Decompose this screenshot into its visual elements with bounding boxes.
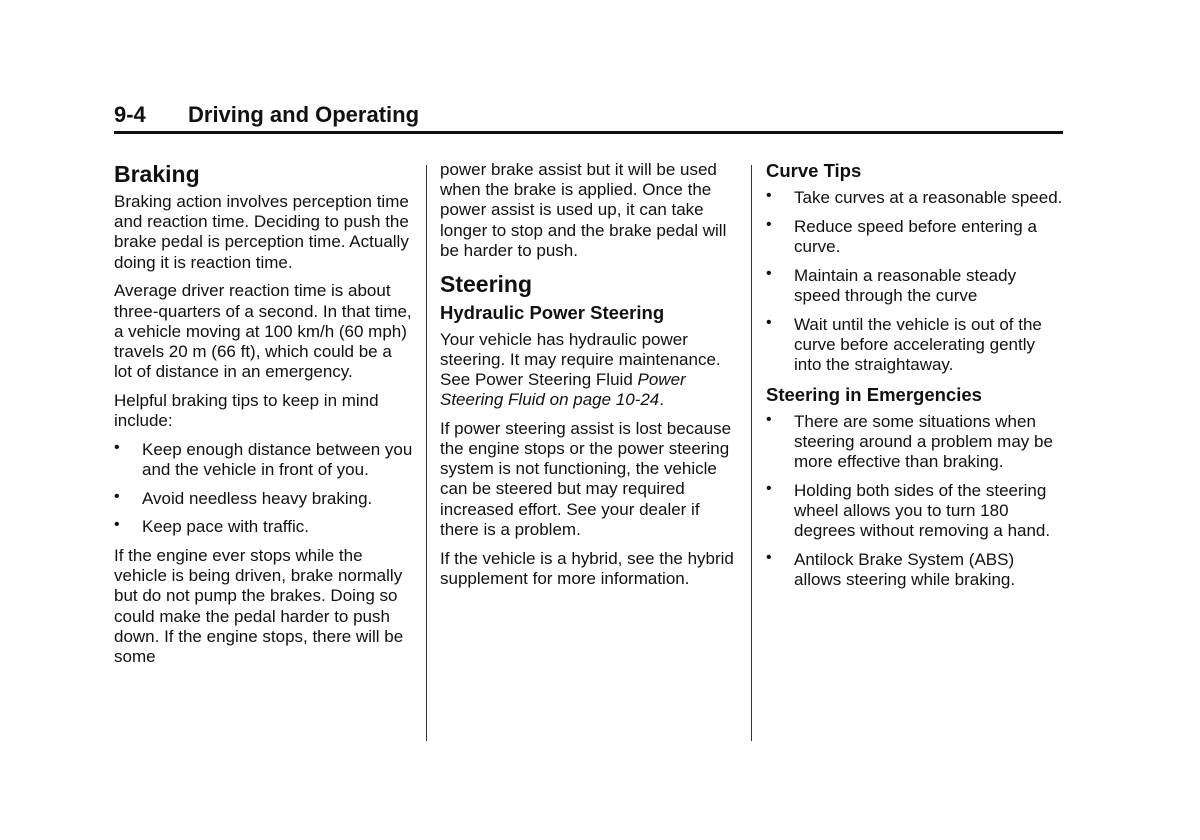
- page-header: [114, 101, 1063, 134]
- braking-paragraph-3: Helpful braking tips to keep in mind include:: [114, 390, 379, 431]
- bullet-icon: •: [766, 479, 772, 497]
- bullet-icon: •: [766, 187, 772, 204]
- bullet-icon: •: [766, 548, 772, 566]
- steering-paragraph-1-end: .: [659, 390, 664, 410]
- braking-heading: Braking: [114, 161, 200, 187]
- bullet-icon: •: [114, 438, 120, 456]
- list-item-text: Reduce speed before entering a curve.: [794, 216, 1037, 256]
- braking-paragraph-4: If the engine ever stops while the vehicle is being driven, brake normally but do not pump the brakes. Doing so could make the pedal harder to push down. If the engine stops, there will be some: [114, 546, 404, 667]
- list-item-text: Maintain a reasonable steady speed through the curve: [794, 265, 1017, 305]
- list-item-text: Wait until the vehicle is out of the curve before accelerating gently into the straightaway.: [794, 314, 1042, 374]
- section-title: Driving and Operating: [188, 102, 420, 127]
- braking-tips-list: [114, 440, 414, 538]
- list-item-text: Take curves at a reasonable speed.: [794, 188, 1063, 207]
- bullet-icon: •: [114, 516, 120, 534]
- steering-heading: Steering: [440, 270, 533, 297]
- steering-paragraph-1-text: Your vehicle has hydraulic power steering. It may require maintenance. See Power Steering Fluid: [440, 329, 721, 389]
- bullet-icon: •: [114, 487, 120, 505]
- bullet-icon: •: [766, 410, 772, 428]
- column-1: [114, 160, 414, 676]
- list-item: [766, 412, 1066, 473]
- list-item: [114, 517, 414, 537]
- list-item: [114, 440, 414, 480]
- column-divider: [426, 165, 427, 741]
- list-item-text: There are some situations when steering around a problem may be more effective than braking.: [794, 411, 1053, 472]
- list-item: [766, 481, 1066, 542]
- column-2: [440, 160, 740, 597]
- braking-paragraph-4-continued: power brake assist but it will be used when the brake is applied. Once the power assist is used up, it can take longer to stop and the brake pedal will be harder to push.: [440, 160, 727, 260]
- steering-paragraph-3: If the vehicle is a hybrid, see the hybrid supplement for more information.: [440, 548, 734, 588]
- braking-paragraph-2: Average driver reaction time is about three-quarters of a second. In that time, a vehicle moving at 100 km/h (60 mph) travels 20 m (66 ft), which could be a lot of distance in an emergency.: [114, 281, 412, 382]
- list-item: [766, 550, 1066, 590]
- column-divider: [751, 165, 752, 741]
- bullet-icon: •: [766, 215, 772, 233]
- column-3: [766, 160, 1066, 599]
- page-number: 9-4: [114, 102, 146, 127]
- hydraulic-power-steering-heading: Hydraulic Power Steering: [440, 301, 665, 323]
- list-item: [766, 188, 1066, 208]
- list-item: [766, 217, 1066, 257]
- list-item-text: Avoid needless heavy braking.: [142, 488, 373, 508]
- power-steering-fluid-link[interactable]: Power Steering Fluid on page 10-24: [440, 369, 686, 410]
- emergencies-list: [766, 412, 1066, 591]
- list-item: [766, 266, 1066, 306]
- list-item-text: Antilock Brake System (ABS) allows steering while braking.: [794, 549, 1016, 590]
- list-item-text: Keep enough distance between you and the vehicle in front of you.: [142, 439, 413, 479]
- steering-emergencies-heading: Steering in Emergencies: [766, 383, 982, 405]
- list-item: [766, 315, 1066, 376]
- bullet-icon: •: [766, 264, 772, 282]
- braking-paragraph-1: Braking action involves perception time and reaction time. Deciding to push the brake pedal is perception time. Actually doing it is reaction time.: [114, 192, 409, 272]
- bullet-icon: •: [766, 313, 772, 331]
- list-item: [114, 489, 414, 509]
- curve-tips-list: [766, 188, 1066, 375]
- steering-paragraph-1: [440, 330, 740, 411]
- list-item-text: Holding both sides of the steering wheel allows you to turn 180 degrees without removing a hand.: [794, 480, 1051, 541]
- curve-tips-heading: Curve Tips: [766, 160, 862, 181]
- list-item-text: Keep pace with traffic.: [142, 517, 309, 537]
- steering-paragraph-2: If power steering assist is lost because the engine stops or the power steering system is not functioning, the vehicle can be steered but may required increased effort. See your dealer if there is a problem.: [440, 418, 732, 539]
